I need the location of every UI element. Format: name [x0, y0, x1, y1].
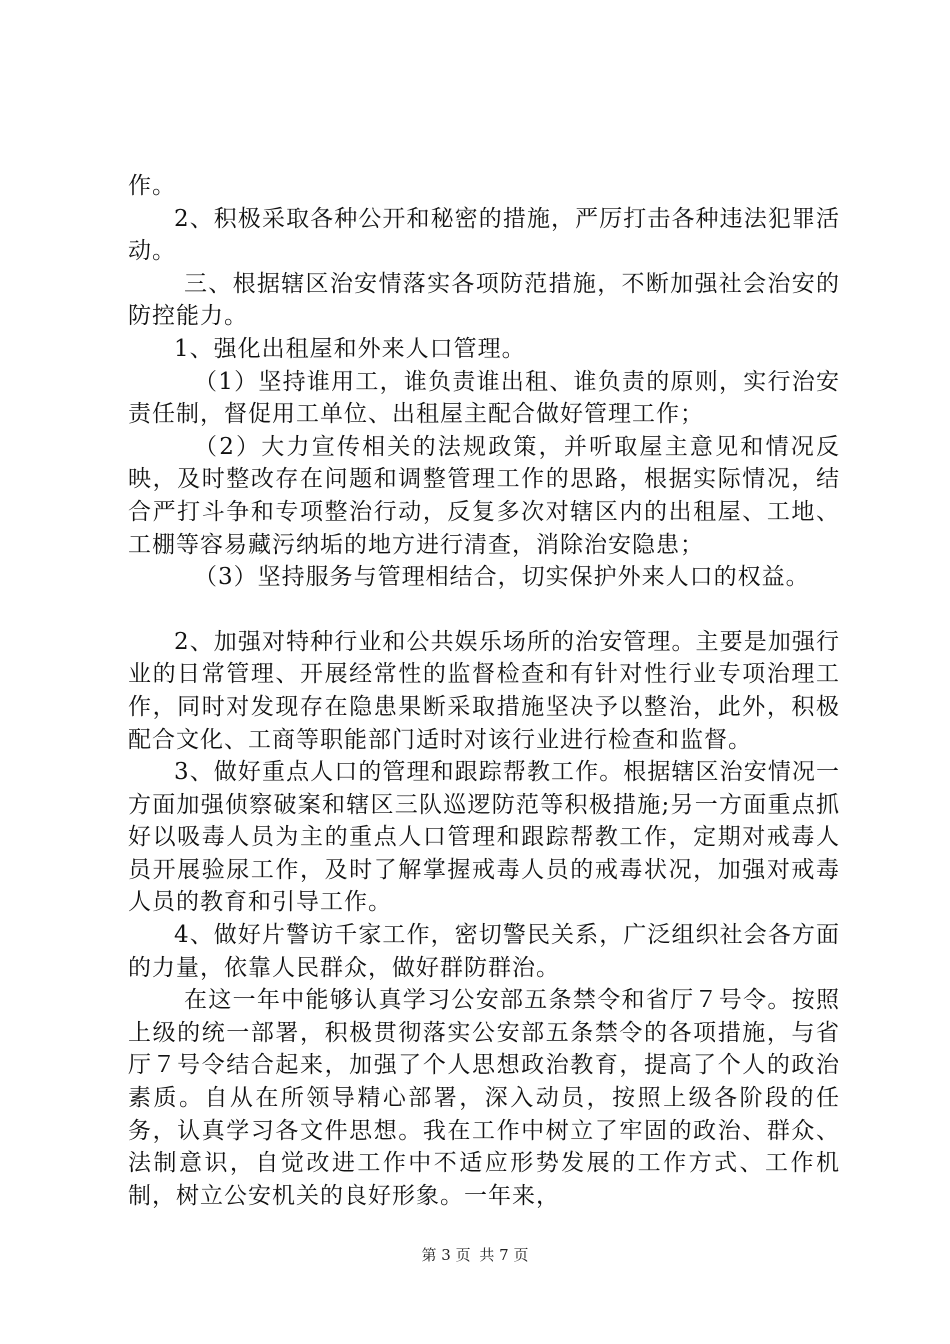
page-number: 第 3 页	[421, 1246, 471, 1264]
paragraph: 2、积极采取各种公开和秘密的措施，严厉打击各种违法犯罪活动。	[128, 205, 840, 265]
paragraph: 3、做好重点人口的管理和跟踪帮教工作。根据辖区治安情况一方面加强侦察破案和辖区三队巡逻防范等积极措施;另一方面重点抓好以吸毒人员为主的重点人口管理和跟踪帮教工作，定期对戒毒人员开展验尿工作，及时了解掌握戒毒人员的戒毒状况，加强对戒毒人员的教育和引导工作。	[128, 759, 840, 916]
paragraph: 4、做好片警访千家工作，密切警民关系，广泛组织社会各方面的力量，依靠人民群众，做好群防群治。	[128, 922, 840, 981]
paragraph: 2、加强对特种行业和公共娱乐场所的治安管理。主要是加强行业的日常管理、开展经常性的监督检查和有针对性行业专项治理工作，同时对发现存在隐患果断采取措施坚决予以整治，此外，积极配合文化、工商等职能部门适时对该行业进行检查和监督。	[128, 628, 840, 753]
paragraph: 1、强化出租屋和外来人口管理。	[174, 335, 526, 362]
page-total: 共 7 页	[479, 1246, 529, 1264]
document-body	[128, 170, 840, 1212]
paragraph: （2）大力宣传相关的法规政策，并听取屋主意见和情况反映，及时整改存在问题和调整管理工作的思路，根据实际情况，结合严打斗争和专项整治行动，反复多次对辖区内的出租屋、工地、工棚等容易藏污纳垢的地方进行清查，消除治安隐患；	[128, 433, 840, 558]
paragraph: 作。	[128, 173, 176, 199]
paragraph: 在这一年中能够认真学习公安部五条禁令和省厅７号令。按照上级的统一部署，积极贯彻落实公安部五条禁令的各项措施，与省厅７号令结合起来，加强了个人思想政治教育，提高了个人的政治素质。自从在所领导精心部署，深入动员，按照上级各阶段的任务，认真学习各文件思想。我在工作中树立了牢固的政治、群众、法制意识，自觉改进工作中不适应形势发展的工作方式、工作机制，树立公安机关的良好形象。一年来，	[128, 987, 840, 1209]
paragraph: （3）坚持服务与管理相结合，切实保护外来人口的权益。	[194, 564, 810, 591]
blank-line	[128, 594, 840, 626]
page-footer	[0, 1244, 950, 1265]
paragraph: （1）坚持谁用工，谁负责谁出租、谁负责的原则，实行治安责任制，督促用工单位、出租屋主配合做好管理工作；	[128, 368, 840, 428]
section-heading: 三、根据辖区治安情落实各项防范措施，不断加强社会治安的防控能力。	[128, 270, 840, 330]
